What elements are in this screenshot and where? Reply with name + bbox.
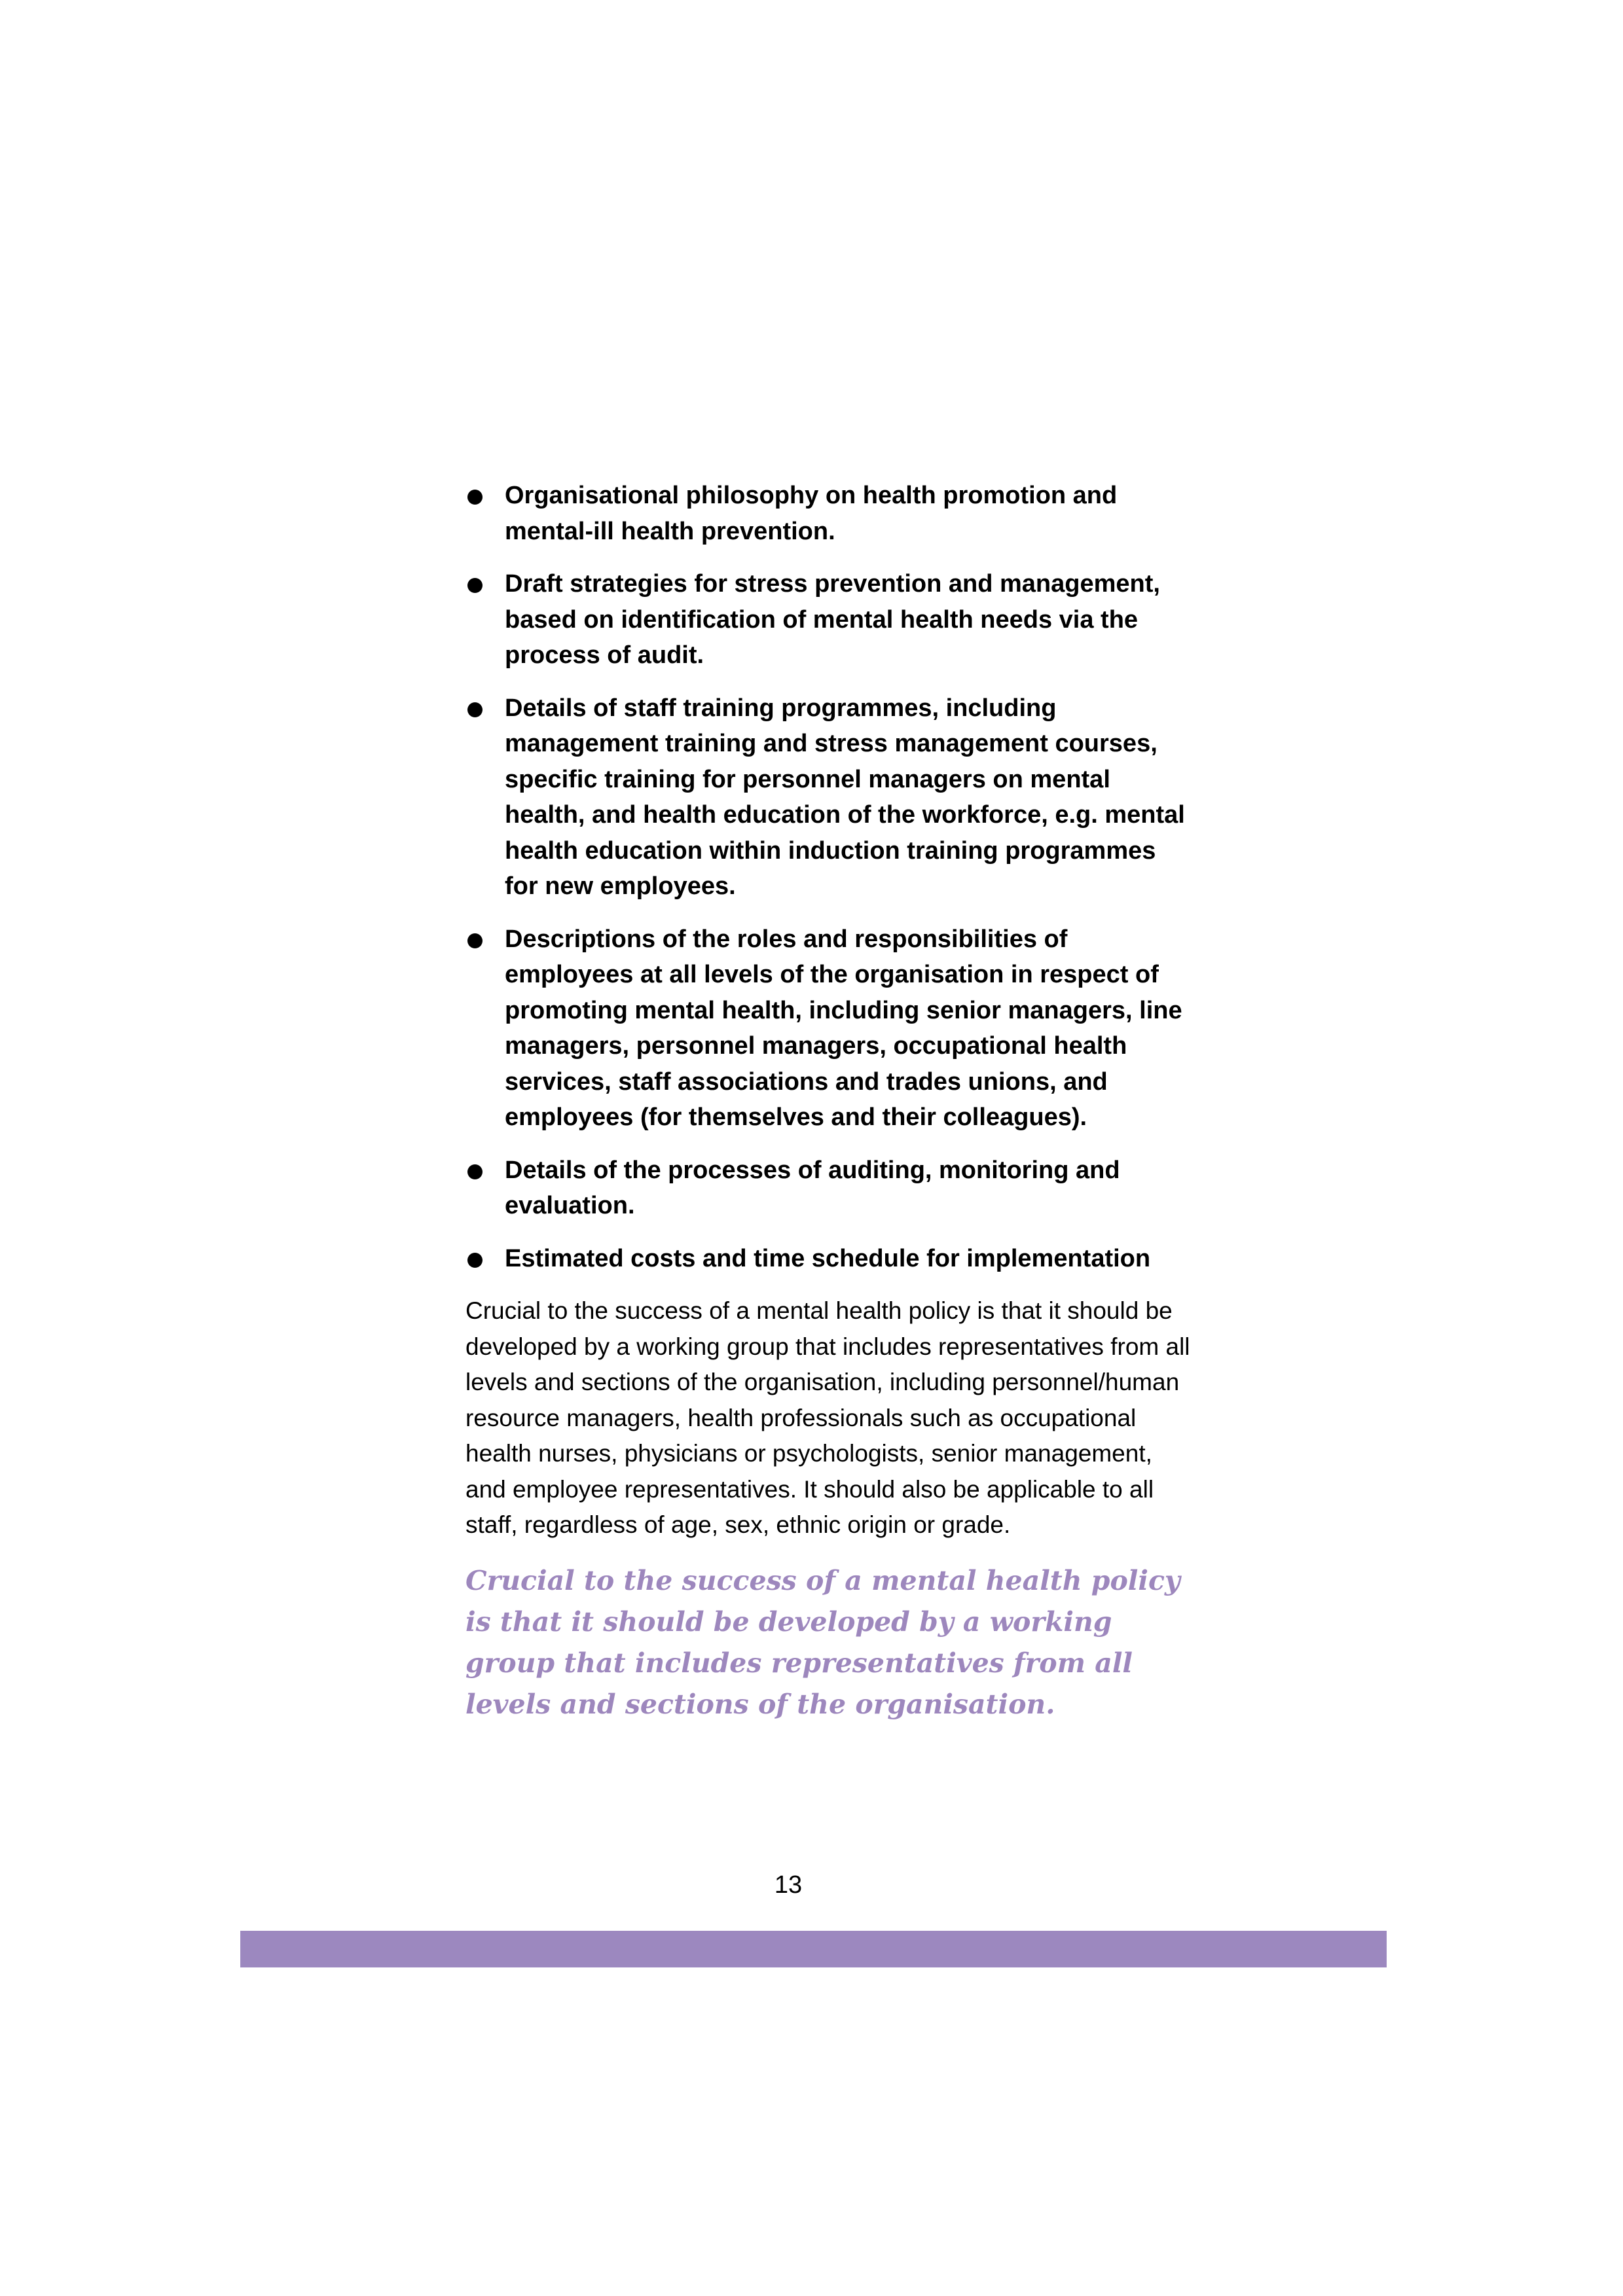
list-item bbox=[465, 478, 1192, 549]
list-item-text: Descriptions of the roles and responsibilities of employees at all levels of the organisation in respect of promoting mental health, including senior managers, line managers, personnel managers, occupational health services, staff associations and trades unions, and employees (for themselves and their colleagues). bbox=[505, 925, 1182, 1131]
list-item bbox=[465, 1241, 1192, 1277]
list-item-text: Details of staff training programmes, including management training and stress management courses, specific training for personnel managers on mental health, and health education of the workforce, e.g. mental health education within induction training programmes for new employees. bbox=[505, 694, 1185, 900]
list-item bbox=[465, 922, 1192, 1136]
list-item-text: Draft strategies for stress prevention and management, based on identification of mental health needs via the process of audit. bbox=[505, 570, 1160, 669]
bullet-icon bbox=[467, 933, 483, 948]
bullet-icon bbox=[467, 702, 483, 717]
list-item bbox=[465, 691, 1192, 905]
main-content bbox=[465, 478, 1192, 1725]
list-item-text: Estimated costs and time schedule for implementation bbox=[505, 1244, 1151, 1272]
list-item-text: Organisational philosophy on health promotion and mental-ill health prevention. bbox=[505, 482, 1118, 545]
bullet-icon bbox=[467, 578, 483, 593]
list-item bbox=[465, 566, 1192, 673]
list-item bbox=[465, 1153, 1192, 1224]
list-item-text: Details of the processes of auditing, monitoring and evaluation. bbox=[505, 1156, 1120, 1219]
bullet-list bbox=[465, 478, 1192, 1276]
footer-accent-bar bbox=[240, 1931, 1387, 1967]
bullet-icon bbox=[467, 1164, 483, 1179]
pull-quote: Crucial to the success of a mental health policy is that it should be developed by a working group that includes representatives from all levels and sections of the organisation. bbox=[465, 1564, 1180, 1720]
bullet-icon bbox=[467, 490, 483, 505]
bullet-icon bbox=[467, 1253, 483, 1268]
body-paragraph: Crucial to the success of a mental health policy is that it should be developed by a working group that includes representatives from all levels and sections of the organisation, including personnel/human resource managers, health professionals such as occupational health nurses, physicians or psychologists, senior management, and employee representatives. It should also be applicable to all staff, regardless of age, sex, ethnic origin or grade. bbox=[465, 1297, 1190, 1538]
page-number: 13 bbox=[774, 1871, 803, 1899]
